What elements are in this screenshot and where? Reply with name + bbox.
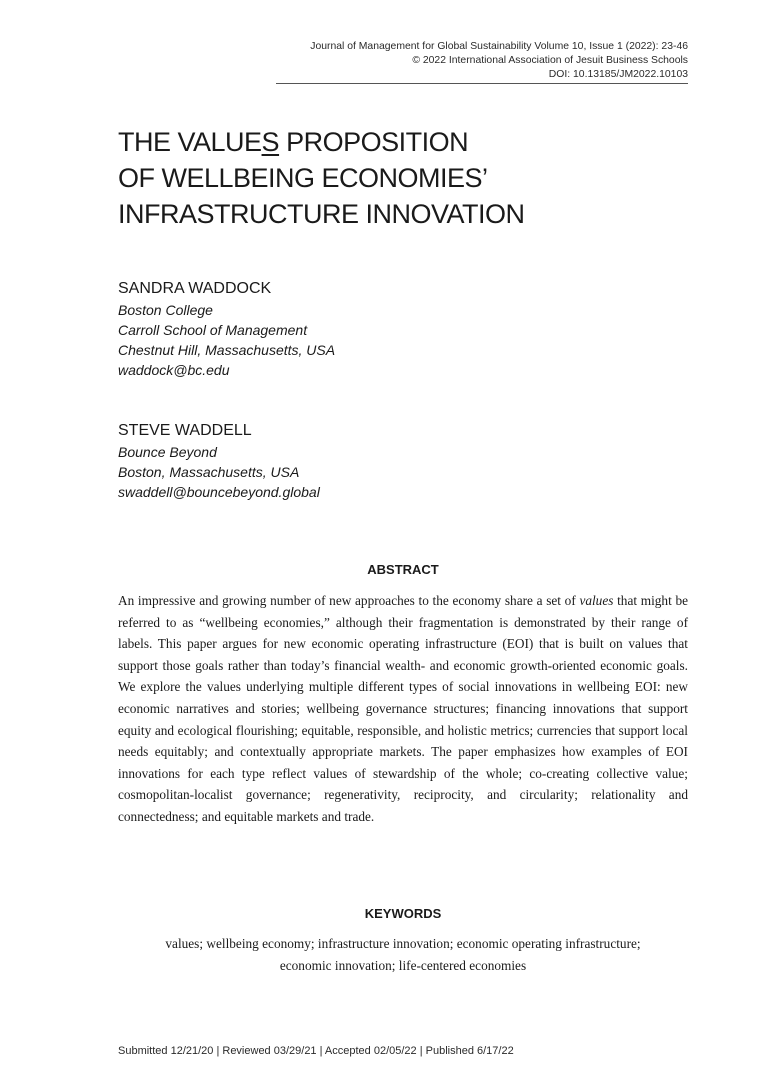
title-underlined-letter: S [261, 127, 280, 157]
copyright-notice: © 2022 International Association of Jesuit Business Schools [412, 55, 688, 66]
keywords-line-1: values; wellbeing economy; infrastructure innovation; economic operating infrastructure; [165, 936, 641, 951]
title-line-3: INFRASTRUCTURE INNOVATION [118, 199, 525, 229]
author-location: Chestnut Hill, Massachusetts, USA [118, 342, 336, 358]
abstract-text-part-1: An impressive and growing number of new approaches to the economy share a set of [118, 593, 580, 608]
author-email[interactable]: waddock@bc.edu [118, 362, 230, 378]
journal-header [276, 40, 688, 82]
author-name: STEVE WADDELL [118, 422, 252, 439]
paper-title [118, 124, 678, 232]
author-school: Carroll School of Management [118, 322, 308, 338]
keywords-text [118, 933, 688, 976]
author-institution: Bounce Beyond [118, 444, 217, 460]
abstract-text [118, 590, 688, 828]
abstract-text-part-2: that might be referred to as “wellbeing economies,” although their fragmentation is demonstrated by their range of labels. This paper argues for new economic operating infrastructure (EOI) that is built on values that support those goals rather than today’s financial wealth- and economic growth-oriented economic goals. We explore the values underlying multiple different types of social innovations in wellbeing EOI: new economic narratives and stories; wellbeing governance structures; financing innovations that support equity and ecological flourishing; equitable, responsible, and holistic metrics; currencies that support local needs equitably; and contextually appropriate markets. The paper emphasizes how examples of EOI innovations for each type reflect values of stewardship of the whole; co-creating collective value; cosmopolitan-localist governance; regenerativity, reciprocity, and circularity; relationality and connectedness; and equitable markets and trade. [118, 593, 688, 824]
abstract-heading: ABSTRACT [367, 562, 439, 577]
author-name: SANDRA WADDOCK [118, 280, 272, 297]
keywords-line-2: economic innovation; life-centered economies [279, 957, 527, 973]
journal-citation: Journal of Management for Global Sustainability Volume 10, Issue 1 (2022): 23-46 [310, 41, 688, 52]
title-line-2: OF WELLBEING ECONOMIES’ [118, 163, 488, 193]
keywords-heading: KEYWORDS [364, 906, 442, 921]
author-location: Boston, Massachusetts, USA [118, 464, 300, 480]
author-2 [118, 421, 320, 502]
abstract-italic-word: values [579, 593, 614, 608]
author-1 [118, 279, 335, 380]
author-email[interactable]: swaddell@bouncebeyond.global [118, 484, 320, 500]
publication-dates: Submitted 12/21/20 | Reviewed 03/29/21 | Accepted 02/05/22 | Published 6/17/22 [118, 1045, 514, 1057]
header-divider [276, 83, 688, 84]
title-line-1 [118, 124, 678, 160]
title-line-1-prefix: THE VALUE [118, 127, 262, 157]
author-institution: Boston College [118, 302, 213, 318]
title-line-1-suffix: PROPOSITION [279, 127, 469, 157]
doi[interactable]: DOI: 10.13185/JM2022.10103 [548, 69, 688, 80]
